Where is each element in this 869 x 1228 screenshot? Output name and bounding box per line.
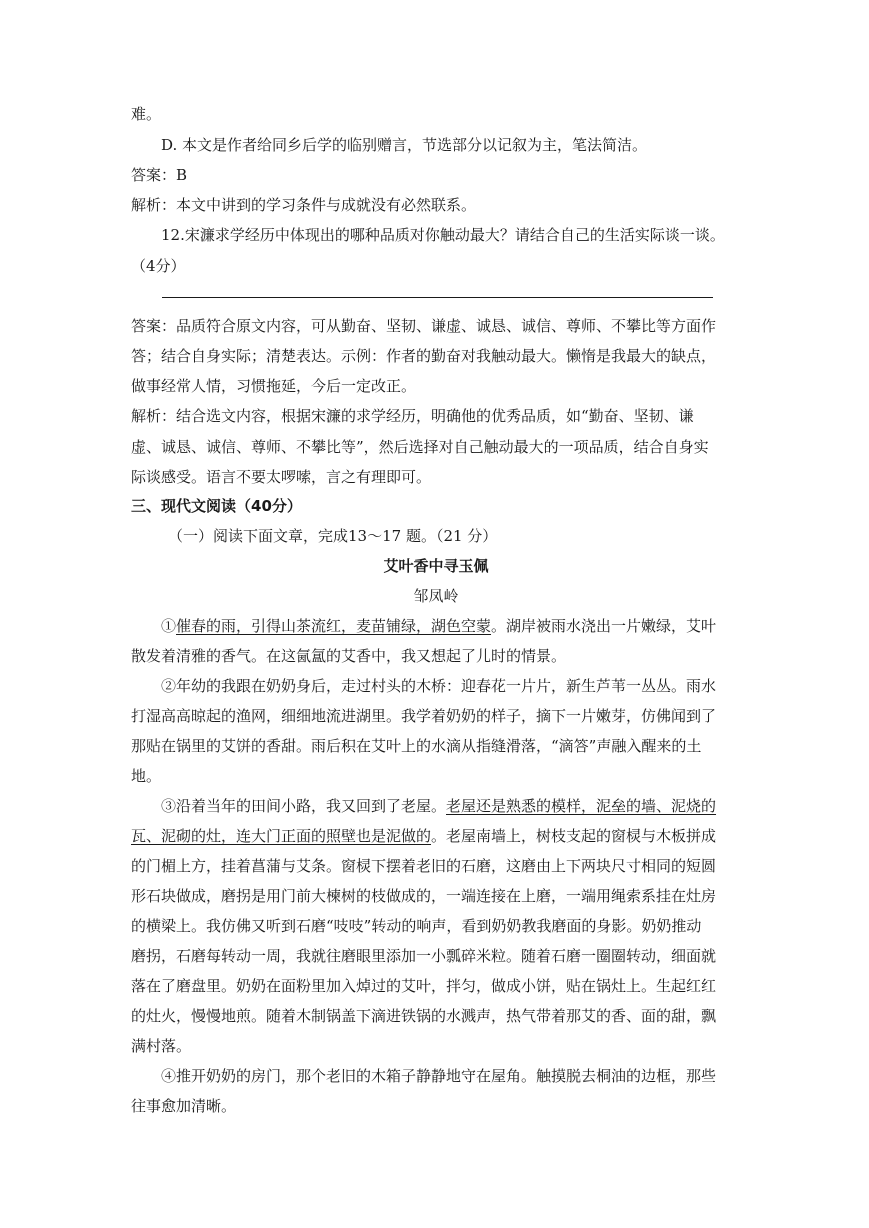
analysis-text-line: 际谈感受。语言不要太啰嗦，言之有理即可。 [131,468,432,486]
analysis-line: 解析：本文中讲到的学习条件与成就没有必然联系。 [131,196,477,214]
paragraph-line: ④推开奶奶的房门，那个老旧的木箱子静静地守在屋角。触摸脱去桐油的边框，那些 [161,1067,717,1085]
paragraph-number: ① [161,617,177,635]
answer-blank-line [162,297,713,298]
article-title: 艾叶香中寻玉佩 [383,557,489,575]
paragraph-line: 的灶火，慢慢地煎。随着木制锅盖下滴进铁锅的水溅声，热气带着那艾的香、面的甜，飘 [131,1007,717,1025]
sub-heading: （一）阅读下面文章，完成13～17 题。（21 分） [168,527,498,545]
analysis-text-line: 解析：结合选文内容，根据宋濂的求学经历，明确他的优秀品质，如“勤奋、坚韧、谦 [131,407,694,425]
paragraph-line: 落在了磨盘里。奶奶在面粉里加入焯过的艾叶，拌匀，做成小饼，贴在锅灶上。生起红红 [131,977,717,995]
paragraph-text: 。湖岸被雨水浇出一片嫩绿，艾叶 [491,617,717,635]
paragraph-line: 的门楣上方，挂着菖蒲与艾条。窗棂下摆着老旧的石磨，这磨由上下两块尺寸相同的短圆 [131,857,717,875]
answer-text-line: 答；结合自身实际；清楚表达。示例：作者的勤奋对我触动最大。懒惰是我最大的缺点， [131,347,717,365]
paragraph-text: ③沿着当年的田间小路，我又回到了老屋。 [161,797,447,815]
paragraph-line [131,827,741,845]
paragraph-line: 满村落。 [131,1037,192,1055]
paragraph-line: 往事愈加清晰。 [131,1097,237,1115]
analysis-text-line: 虚、诚恳、诚信、尊师、不攀比等”，然后选择对自己触动最大的一项品质，结合自身实 [131,438,709,456]
question-12-score: （4分） [131,257,186,275]
answer-line: 答案：B [131,166,188,184]
paragraph-line [161,617,741,635]
paragraph-text: 。老屋南墙上，树枝支起的窗棂与木板拼成 [431,827,717,845]
article-author: 邹凤岭 [413,587,459,605]
paragraph-line [161,797,741,815]
paragraph-line: 那贴在锅里的艾饼的香甜。雨后积在艾叶上的水滴从指缝滑落，“滴答”声融入醒来的土 [131,737,702,755]
paragraph-line: 散发着清雅的香气。在这氤氲的艾香中，我又想起了儿时的情景。 [131,647,567,665]
question-12: 12.宋濂求学经历中体现出的哪种品质对你触动最大？请结合自己的生活实际谈一谈。 [161,226,725,244]
answer-text-line: 做事经常人情，习惯拖延，今后一定改正。 [131,377,417,395]
paragraph-line: 磨拐，石磨每转动一周，我就往磨眼里添加一小瓢碎米粒。随着石磨一圈圈转动，细面就 [131,947,717,965]
answer-text-line: 答案：品质符合原文内容，可从勤奋、坚韧、谦虚、诚恳、诚信、尊师、不攀比等方面作 [131,317,717,335]
section-heading: 三、现代文阅读（40分） [131,497,302,515]
underlined-text: 催春的雨，引得山茶流红，麦苗铺绿，湖色空蒙 [176,617,492,635]
text-line: 难。 [131,105,162,123]
paragraph-line: 的横梁上。我仿佛又听到石磨“吱吱”转动的响声，看到奶奶教我磨面的身影。奶奶推动 [131,917,702,935]
paragraph-line: 形石块做成，磨拐是用门前大楝树的枝做成的，一端连接在上磨，一端用绳索系挂在灶房 [131,887,717,905]
paragraph-line: ②年幼的我跟在奶奶身后，走过村头的木桥：迎春花一片片，新生芦苇一丛丛。雨水 [161,677,717,695]
option-d: D. 本文是作者给同乡后学的临别赠言，节选部分以记叙为主，笔法简洁。 [161,136,648,154]
paragraph-line: 地。 [131,767,162,785]
underlined-text: 瓦、泥砌的灶，连大门正面的照壁也是泥做的 [131,827,432,845]
paragraph-line: 打湿高高晾起的渔网，细细地流进湖里。我学着奶奶的样子，摘下一片嫩芽，仿佛闻到了 [131,707,717,725]
underlined-text: 老屋还是熟悉的模样，泥垒的墙、泥烧的 [446,797,717,815]
